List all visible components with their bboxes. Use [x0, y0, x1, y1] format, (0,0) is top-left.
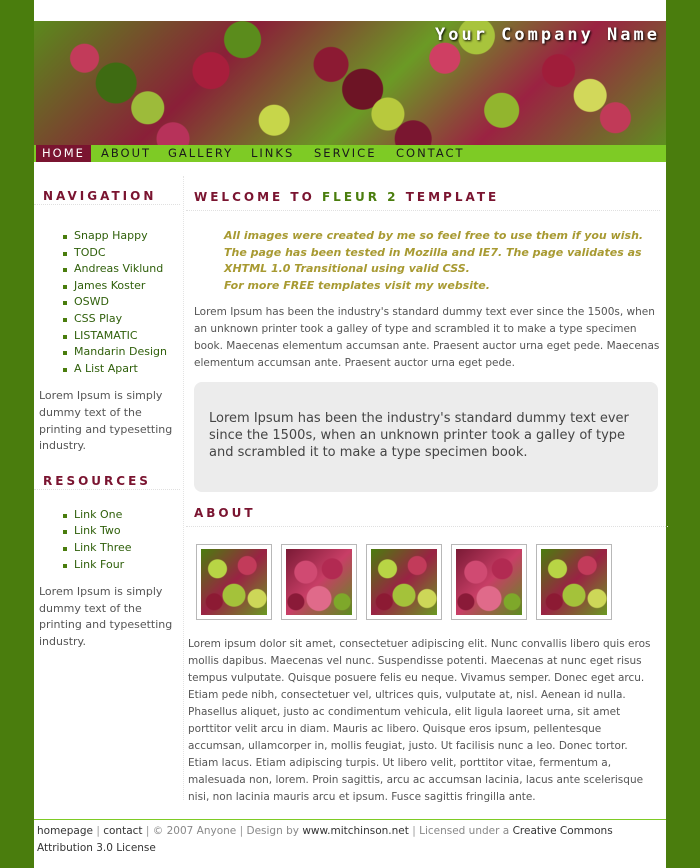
navigation-text: Lorem Ipsum is simply dummy text of the printing and typesetting industry. [39, 389, 173, 453]
company-name: Your Company Name [435, 25, 660, 45]
nav-link-james-koster[interactable]: James Koster [34, 278, 180, 295]
footer-licensed: Licensed under a [419, 825, 510, 837]
nav-link-oswd[interactable]: OSWD [34, 294, 180, 311]
nav-link-css-play[interactable]: CSS Play [34, 311, 180, 328]
resource-link-three[interactable]: Link Three [34, 540, 180, 557]
plant-image [286, 549, 352, 615]
plant-image [201, 549, 267, 615]
welcome-highlight: FLEUR 2 [321, 190, 399, 204]
welcome-heading [186, 176, 660, 211]
gallery-thumbnails [196, 544, 666, 620]
menu-item-about[interactable]: ABOUT [101, 146, 152, 160]
intro-paragraph: Lorem Ipsum has been the industry's standard dummy text ever since the 1500s, when an unknown printer took a galley of type and scrambled it to make a type specimen book. Maecenas elementum accumsan ante. Praesent auctor urna eget pede. Maecenas elementum accumsan ante. Praesent auctor urna eget pede. [194, 306, 660, 369]
thumbnail[interactable] [451, 544, 527, 620]
footer-divider [34, 819, 666, 820]
resource-link-four[interactable]: Link Four [34, 557, 180, 574]
footer-separator: | [96, 825, 100, 837]
nav-link-listamatic[interactable]: LISTAMATIC [34, 328, 180, 345]
navigation-heading: NAVIGATION [34, 176, 180, 205]
welcome-prefix: WELCOME TO [194, 190, 322, 204]
plant-image [456, 549, 522, 615]
footer-separator: | [239, 825, 244, 837]
menu-item-contact[interactable]: CONTACT [396, 146, 465, 160]
thumbnail[interactable] [281, 544, 357, 620]
quote-box [194, 382, 658, 492]
menu-item-home[interactable]: HOME [36, 145, 91, 162]
footer-contact-link[interactable]: contact [103, 825, 143, 837]
footer-copyright: © 2007 Anyone [152, 825, 237, 837]
intro-line: XHTML 1.0 Transitional using valid CSS. [224, 262, 470, 276]
thumbnail[interactable] [536, 544, 612, 620]
nav-link-andreas-viklund[interactable]: Andreas Viklund [34, 261, 180, 278]
intro-notice [224, 228, 644, 294]
thumbnail[interactable] [366, 544, 442, 620]
thumbnail[interactable] [196, 544, 272, 620]
main-menu [34, 145, 666, 162]
resources-heading: RESOURCES [34, 461, 180, 490]
footer-separator: | [412, 825, 416, 837]
intro-line: For more FREE templates visit my website. [224, 278, 490, 292]
menu-item-links[interactable]: LINKS [251, 146, 295, 160]
intro-line: The page has been tested in Mozilla and IE7. The page validates as [224, 245, 642, 259]
page-container [34, 0, 666, 868]
about-heading: ABOUT [186, 492, 668, 527]
sidebar [34, 176, 180, 650]
about-paragraph: Lorem ipsum dolor sit amet, consectetuer adipiscing elit. Nunc convallis libero quis eros mollis dapibus. Maecenas vel nunc. Suspendisse potenti. Maecenas at nunc eget risus tempus vulputate. Quisque posuere felis eu neque. Vivamus semper. Donec eget arcu. Etiam pede nibh, consectetuer vel, ultrices quis, vulputate at, nisl. Aenean id nulla. Phasellus aliquet, justo ac condimentum vehicula, elit ligula laoreet urna, sit amet porttitor velit arcu in diam. Mauris ac libero. Quisque eros ipsum, pellentesque accumsan, ullamcorper in, mollis feugiat, justo. Ut facilisis nunc a leo. Donec tortor. Etiam lacus. Etiam adipiscing turpis. Ut libero velit, porttitor vitae, fermentum a, malesuada non, lorem. Proin sagittis, arcu ac accumsan lacinia, lacus ante scelerisque nisi, non lacinia mauris arcu et ipsum. Fusce sagittis fringilla ante. [188, 638, 651, 803]
nav-link-snapp-happy[interactable]: Snapp Happy [34, 228, 180, 245]
welcome-suffix: TEMPLATE [398, 190, 500, 204]
resource-link-two[interactable]: Link Two [34, 523, 180, 540]
navigation-list [34, 228, 180, 377]
main-content [186, 176, 660, 803]
footer-design-by: Design by [246, 825, 299, 837]
resources-list [34, 507, 180, 573]
footer-license-link[interactable]: Creative Commons Attribution 3.0 License [37, 825, 613, 854]
menu-item-service[interactable]: SERVICE [314, 146, 377, 160]
plant-image [541, 549, 607, 615]
menu-item-gallery[interactable]: GALLERY [168, 146, 234, 160]
plant-image [371, 549, 437, 615]
nav-link-mandarin-design[interactable]: Mandarin Design [34, 344, 180, 361]
intro-line: All images were created by me so feel free to use them if you wish. [224, 229, 644, 242]
nav-link-a-list-apart[interactable]: A List Apart [34, 361, 180, 378]
footer-homepage-link[interactable]: homepage [37, 825, 93, 837]
quote-text: Lorem Ipsum has been the industry's standard dummy text ever since the 1500s, when an unknown printer took a galley of type and scrambled it to make a type specimen book. [209, 411, 629, 460]
footer-separator: | [145, 825, 150, 837]
resources-text: Lorem Ipsum is simply dummy text of the printing and typesetting industry. [39, 585, 173, 648]
footer-designer-link[interactable]: www.mitchinson.net [302, 825, 409, 837]
nav-link-todc[interactable]: TODC [34, 245, 180, 262]
header-banner [34, 21, 666, 145]
resource-link-one[interactable]: Link One [34, 507, 180, 524]
sidebar-divider [183, 176, 185, 800]
footer [37, 823, 663, 857]
